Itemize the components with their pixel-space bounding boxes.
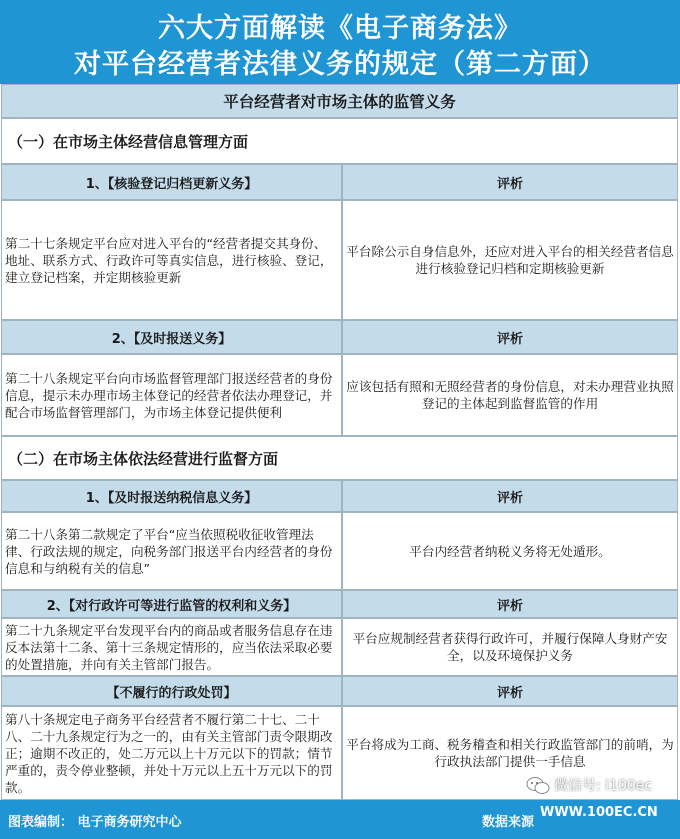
provision-text: 第二十八条规定平台向市场监督管理部门报送经营者的身份信息，提示未办理市场主体登记的经营者依法办理登记，并配合市场监督管理部门，为市场主体登记提供便利: [1, 354, 342, 436]
analysis-text: 平台将成为工商、税务稽查和相关行政监管部门的前哨，为行政执法部门提供一手信息: [342, 706, 678, 800]
analysis-heading: 评析: [342, 590, 678, 618]
item-heading: 2、【对行政许可等进行监管的权利和义务】: [1, 590, 342, 618]
analysis-text: 平台除公示自身信息外，还应对进入平台的相关经营者信息进行核验登记归档和定期核验更新: [342, 200, 678, 320]
analysis-text: 平台应规制经营者获得行政许可，并履行保障人身财产安全，以及环境保护义务: [342, 618, 678, 676]
table-title: 平台经营者对市场主体的监管义务: [1, 84, 678, 118]
wechat-id: 微信号: i100ec: [554, 778, 653, 794]
header-title-line2: 对平台经营者法律义务的规定（第二方面）: [74, 49, 606, 80]
analysis-heading: 评析: [342, 320, 678, 354]
header-title-line1: 六大方面解读《电子商务法》: [158, 13, 522, 44]
wechat-icon: [526, 776, 550, 796]
section-title: （二）在市场主体依法经营进行监督方面: [1, 436, 678, 480]
section-title: （一）在市场主体经营信息管理方面: [1, 118, 678, 164]
provision-text: 第八十条规定电子商务平台经营者不履行第二十七、二十八、二十九条规定行为之一的，由有关主管部门责令限期改正；逾期不改正的，处二万元以上十万元以下的罚款；情节严重的，责令停业整顿，并处十万元以上五十万元以下的罚款。: [1, 706, 342, 800]
item-heading: 2、【及时报送义务】: [1, 320, 342, 354]
analysis-heading: 评析: [342, 164, 678, 200]
analysis-heading: 评析: [342, 480, 678, 512]
header-banner: [0, 0, 680, 84]
item-heading: 【不履行的行政处罚】: [1, 676, 342, 706]
website-url: WWW.100EC.CN: [540, 805, 658, 820]
chart-credit: 图表编制： 电子商务研究中心: [8, 815, 182, 830]
item-heading: 1、【及时报送纳税信息义务】: [1, 480, 342, 512]
analysis-heading: 评析: [342, 676, 678, 706]
analysis-text: 应该包括有照和无照经营者的身份信息，对未办理营业执照登记的主体起到监督监管的作用: [342, 354, 678, 436]
wechat-watermark: [526, 775, 676, 839]
provision-text: 第二十七条规定平台应对进入平台的“经营者提交其身份、地址、联系方式、行政许可等真实信息，进行核验、登记，建立登记档案，并定期核验更新: [1, 200, 342, 320]
data-source-label: 数据来源: [482, 815, 535, 830]
provision-text: 第二十八条第二款规定了平台“应当依照税收征收管理法律、行政法规的规定，向税务部门报送平台内经营者的身份信息和与纳税有关的信息”: [1, 512, 342, 590]
analysis-text: 平台内经营者纳税义务将无处遁形。: [342, 512, 678, 590]
item-heading: 1、【核验登记归档更新义务】: [1, 164, 342, 200]
provision-text: 第二十九条规定平台发现平台内的商品或者服务信息存在违反本法第十二条、第十三条规定情形的，应当依法采取必要的处置措施，并向有关主管部门报告。: [1, 618, 342, 676]
